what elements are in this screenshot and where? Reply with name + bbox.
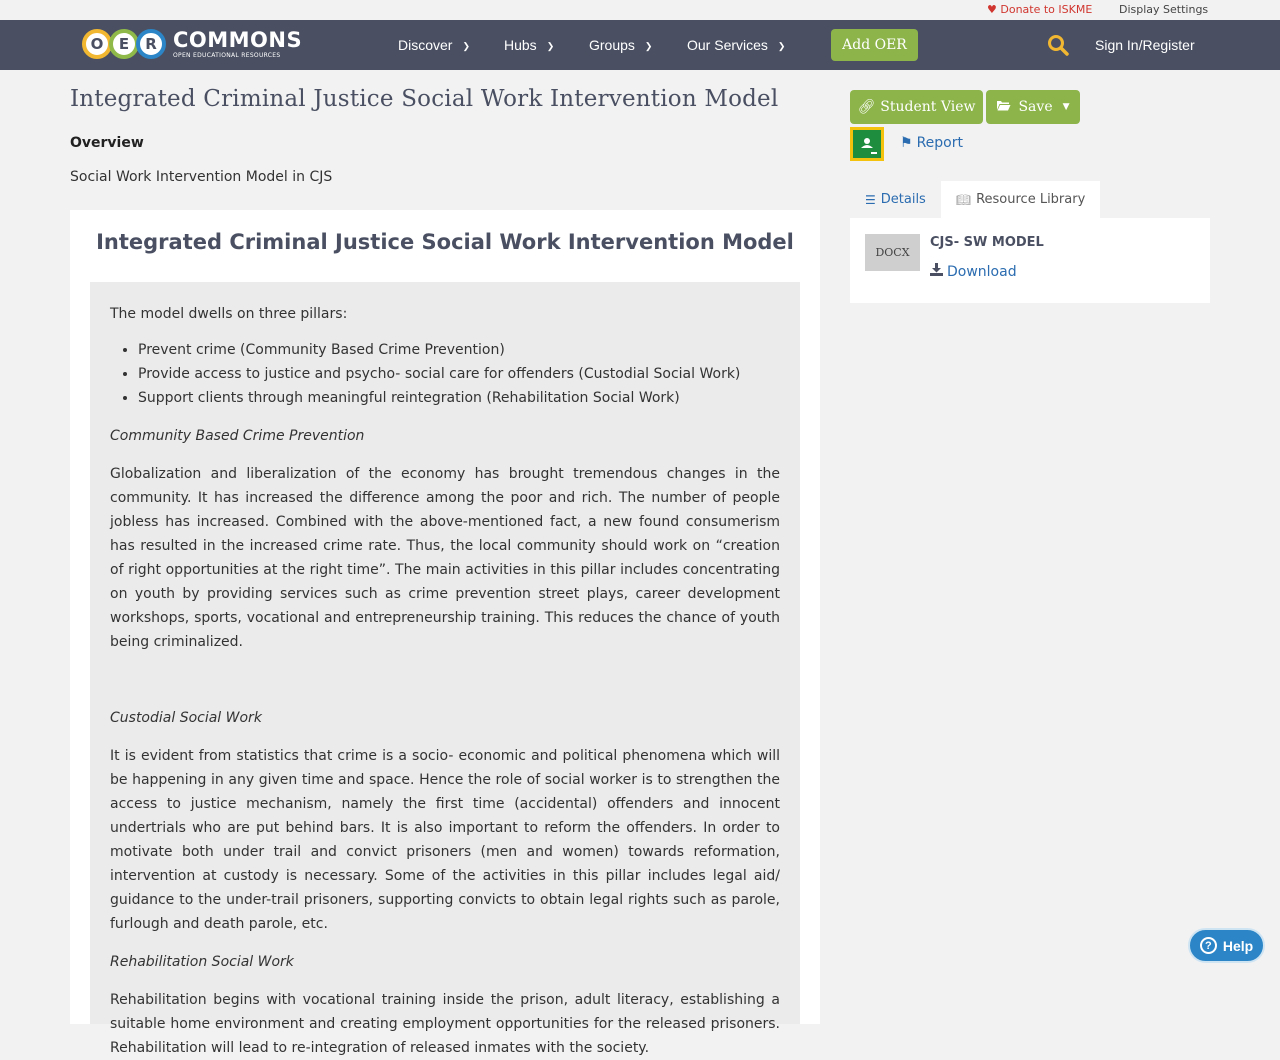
chevron-down-icon: ❯ <box>777 40 786 51</box>
section-paragraph: Globalization and liberalization of the economy has brought tremendous changes in the community. It has increased the difference among the poor and rich. The number of people jobless has increased. Combined with the above-mentioned fact, a new found consumerism has resulted in the increased crime rate. Thus, the local community should work on “creation of right opportunities at the right time”. The main activities in this pillar includes concentrating on youth by providing services such as crime prevention street plays, career development workshops, sports, vocational and entrepreneurship training. This reduces the chance of youth being criminalized. <box>110 466 780 650</box>
donate-link[interactable] <box>987 3 1092 16</box>
link-icon: 🔗︎ <box>857 99 876 115</box>
question-icon: ? <box>1200 937 1217 954</box>
section-heading: Custodial Social Work <box>110 710 262 726</box>
nav-groups-label: Groups <box>589 37 635 53</box>
nav-our-services[interactable] <box>687 37 785 53</box>
logo-wordmark-title: COMMONS <box>173 27 303 52</box>
logo-letter-r: R <box>136 29 166 59</box>
content-card <box>70 210 820 1056</box>
pillars-list <box>138 338 780 410</box>
nav-hubs[interactable] <box>504 37 554 53</box>
logo-circles <box>82 29 163 59</box>
add-oer-button[interactable]: Add OER <box>831 29 918 61</box>
donate-label: Donate to ISKME <box>1000 3 1093 16</box>
logo-letter-o: O <box>82 29 112 59</box>
file-type-badge: DOCX <box>865 234 920 271</box>
save-button[interactable] <box>986 90 1080 124</box>
content-heading: Integrated Criminal Justice Social Work Intervention Model <box>96 230 794 254</box>
page-title: Integrated Criminal Justice Social Work Intervention Model <box>70 86 779 112</box>
main-navbar <box>0 20 1280 70</box>
chevron-down-icon: ❯ <box>546 40 555 51</box>
student-view-label: Student View <box>880 99 976 115</box>
overview-text: Social Work Intervention Model in CJS <box>70 169 333 185</box>
nav-discover[interactable] <box>398 37 470 53</box>
content-body <box>90 282 800 1056</box>
flag-icon: ⚑ <box>900 135 913 151</box>
download-label: Download <box>947 263 1017 280</box>
caret-down-icon: ▼ <box>1062 102 1070 112</box>
overview-heading: Overview <box>70 135 144 151</box>
oer-commons-logo[interactable] <box>82 26 302 62</box>
nav-groups[interactable] <box>589 37 652 53</box>
tab-details[interactable] <box>850 181 941 218</box>
section-heading: Rehabilitation Social Work <box>110 954 294 970</box>
section-paragraph: Rehabilitation begins with vocational training inside the prison, adult literacy, establishing a suitable home environment and creating employment opportunities for the released prisoners. Rehabilitation will lead to re-integration of released inmates with the society. <box>110 992 780 1056</box>
list-icon: ☰ <box>865 192 876 207</box>
tab-resource-library[interactable] <box>941 181 1100 218</box>
utility-bar <box>0 0 1280 20</box>
nav-our-services-label: Our Services <box>687 37 768 53</box>
help-label: Help <box>1222 937 1254 954</box>
tab-details-label: Details <box>880 192 926 207</box>
resource-library-panel <box>850 218 1210 303</box>
heart-icon: ♥ <box>987 3 997 16</box>
spacer <box>110 668 780 706</box>
intro-paragraph: The model dwells on three pillars: <box>110 306 348 322</box>
book-icon: 📖︎ <box>955 192 972 207</box>
list-item: • Provide access to justice and psycho- social care for offenders (Custodial Social Work) <box>138 362 780 386</box>
nav-hubs-label: Hubs <box>504 37 537 53</box>
chevron-down-icon: ❯ <box>462 40 471 51</box>
help-button[interactable] <box>1188 928 1265 963</box>
sign-in-register-link[interactable]: Sign In/Register <box>1095 37 1195 53</box>
list-item: • Prevent crime (Community Based Crime Prevention) <box>138 338 780 362</box>
section-heading: Community Based Crime Prevention <box>110 428 365 444</box>
student-view-button[interactable] <box>850 90 983 124</box>
chevron-down-icon: ❯ <box>644 40 653 51</box>
section-paragraph: It is evident from statistics that crime is a socio- economic and political phenomena which will be happening in any given time and space. Hence the role of social worker is to strengthen the access to justice mechanism, namely the first time (accidental) offenders and innocent undertrials who are put behind bars. It is also important to reform the offenders. In order to motivate both under trail and convict prisoners (men and women) towards reformation, intervention at custody is necessary. Some of the activities in this pillar includes legal aid/ guidance to the under-trail prisoners, supporting convicts to obtain legal rights such as parole, furlough and death parole, etc. <box>110 748 780 932</box>
report-label: Report <box>916 135 963 151</box>
report-link[interactable] <box>900 135 963 151</box>
file-title: CJS- SW MODEL <box>930 235 1044 250</box>
search-icon[interactable] <box>1047 34 1069 60</box>
download-link[interactable] <box>930 263 1017 280</box>
logo-wordmark <box>173 27 303 59</box>
download-icon <box>930 263 943 280</box>
google-classroom-icon[interactable] <box>850 127 884 161</box>
list-item: • Support clients through meaningful reintegration (Rehabilitation Social Work) <box>138 386 780 410</box>
logo-letter-e: E <box>109 29 139 59</box>
save-label: Save <box>1018 99 1053 115</box>
tab-resource-library-label: Resource Library <box>976 192 1086 207</box>
nav-discover-label: Discover <box>398 37 453 53</box>
folder-icon <box>996 99 1011 115</box>
logo-tagline: OPEN EDUCATIONAL RESOURCES <box>173 51 281 59</box>
display-settings-link[interactable]: Display Settings <box>1119 3 1209 16</box>
sidebar-tabs <box>850 181 1100 218</box>
